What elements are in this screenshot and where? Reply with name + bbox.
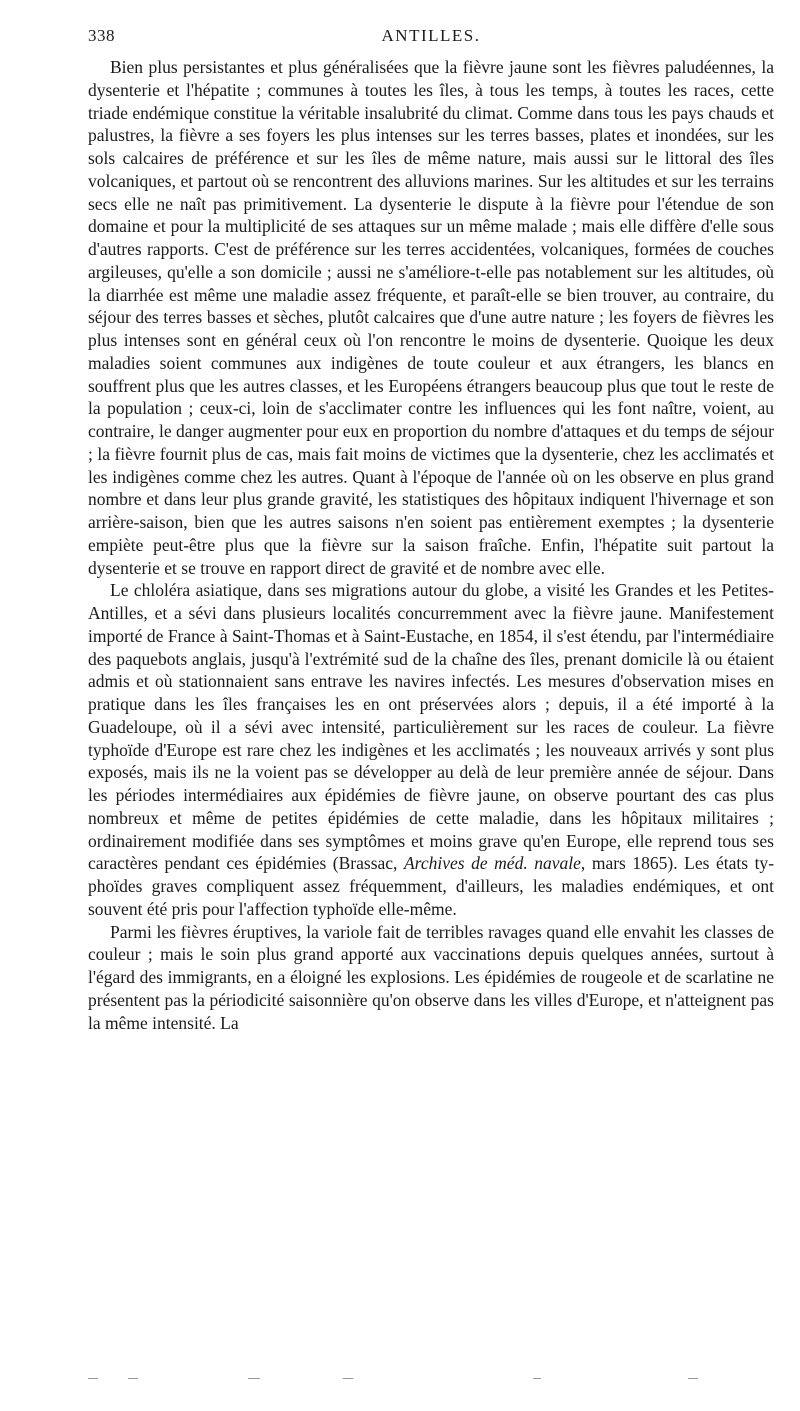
print-mark <box>128 1378 138 1379</box>
paragraph-text-continued: , mars 1865). Les états typhoïdes graves compliquent assez fréquemment, d'ailleurs, les maladies endémiques, et ont souvent été pris pour l'affection typhoïde elle-même. <box>88 853 775 919</box>
paragraph-eruptive-fevers <box>88 921 774 1035</box>
paragraph-cholera-typhoid <box>88 579 774 920</box>
page-number: 338 <box>88 26 115 45</box>
print-mark <box>88 1378 98 1379</box>
body-text <box>88 56 774 1034</box>
running-head <box>88 26 774 54</box>
journal-citation: Archives de méd. navale <box>403 853 581 874</box>
print-mark <box>533 1378 541 1379</box>
document-page <box>88 26 774 1034</box>
paragraph-text: Parmi les fièvres éruptives, la variole fait de terribles ravages quand elle envahit les classes de couleur ; mais le soin plus grand apporté aux vaccinations depuis quelques années, surtout à l'égard des immigrants, en a éloigné les explosions. Les épidémies de rougeole et de scarlatine ne présentent pas la périodicité saisonnière qu'on observe dans les villes d'Europe, et n'atteignent pas la même intensité. La <box>88 921 774 1033</box>
running-title: ANTILLES. <box>381 26 481 45</box>
print-mark <box>343 1378 353 1379</box>
paragraph-text: Le chloléra asiatique, dans ses migrations autour du globe, a visité les Grandes et les Petites-Antilles, et a sévi dans plusieurs localités concurremment avec la fièvre jaune. Manifestement importé de France à Saint-Thomas et à Saint-Eustache, en 1854, il s'est étendu, par l'intermédiaire des paquebots anglais, jusqu'à l'extrémité sud de la chaîne des îles, prenant domicile là ou étaient admis et où stationnaient sans entrave les navires infectés. Les mesures d'observation mises en pratique dans les îles françaises les en ont préservées alors ; depuis, il a été importé à la Guadeloupe, où il a sévi avec intensité, particulièrement sur les races de couleur. La fièvre typhoïde d'Europe est rare chez les indigènes et les acclimatés ; les nouveaux arrivés y sont plus exposés, mais ils ne la voient pas se développer au delà de leur première année de séjour. Dans les périodes intermédiaires aux épidémies de fièvre jaune, on observe pourtant des cas plus nombreux et même de petites épidémies de cette maladie, dans les hôpitaux militaires ; ordinairement modifiée dans ses symptômes et moins grave qu'en Europe, elle reprend tous ses caractères pendant ces épidémies (Brassac, <box>88 580 774 874</box>
paragraph-fevers-dysentery <box>88 56 774 579</box>
print-marks <box>88 1378 708 1382</box>
paragraph-text: Bien plus persistantes et plus généralisées que la fièvre jaune sont les fièvres paludéennes, la dysenterie et l'hépatite ; communes à toutes les îles, à tous les temps, à toutes les races, cette triade endémique constitue la véritable insalubrité du climat. Comme dans tous les pays chauds et palustres, la fièvre a ses foyers les plus intenses sur les terres basses, plates et inondées, sur les sols calcaires de préférence et sur les îles de même nature, mais aussi sur le littoral des îles volcaniques, et partout où se rencontrent des alluvions marines. Sur les altitudes et sur les terrains secs elle ne naît pas primitivement. La dysenterie le dispute à la fièvre pour l'étendue de son domaine et pour la multiplicité de ses attaques sur un même malade ; mais elle diffère d'elle sous d'autres rapports. C'est de préférence sur les terres accidentées, volcaniques, formées de couches argileuses, qu'elle a son domicile ; aussi ne s'améliore-t-elle pas notablement sur les altitudes, où la diarrhée est même une maladie assez fréquente, et paraît-elle se bien trouver, au contraire, du séjour des terres basses et sèches, plutôt calcaires que d'une autre nature ; les foyers de fièvres les plus intenses sont en général ceux où l'on rencontre le moins de dysenterie. Quoique les deux maladies soient communes aux indigènes de toute couleur et aux étrangers, les blancs en souffrent plus que les autres classes, et les Européens étrangers beaucoup plus que tout le reste de la population ; ceux-ci, loin de s'acclimater contre les influences qui les font naître, voient, au contraire, le danger augmenter pour eux en proportion du nombre d'attaques et du temps de séjour ; la fièvre fournit plus de cas, mais fait moins de victimes que la dysenterie, chez les acclimatés et les indigènes comme chez les autres. Quant à l'époque de l'année où on les observe en plus grand nombre et dans leur plus grande gravité, les statistiques des hôpitaux indiquent l'hivernage et son arrière-saison, bien que les autres saisons n'en soient pas entièrement exemptes ; la dysenterie empiète peut-être plus que la fièvre sur la saison fraîche. Enfin, l'hépatite suit partout la dysenterie et se trouve en rapport direct de gravité et de nombre avec elle. <box>88 57 774 578</box>
print-mark <box>248 1378 260 1379</box>
print-mark <box>688 1378 698 1379</box>
